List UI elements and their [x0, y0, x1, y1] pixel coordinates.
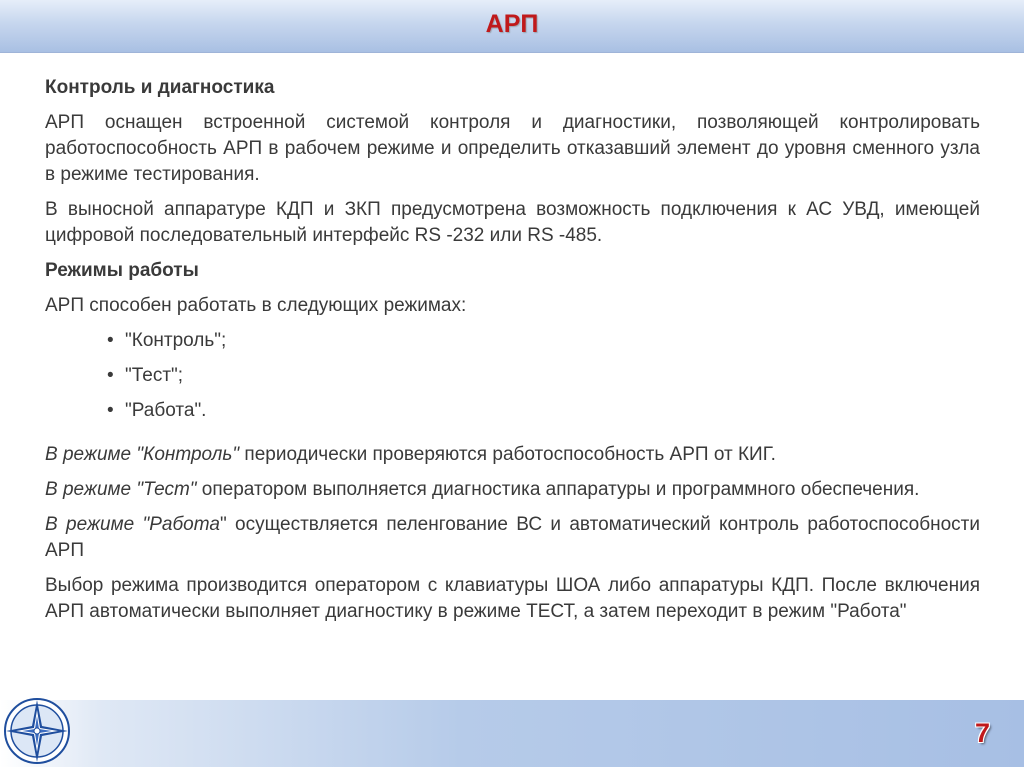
list-item-label: "Тест";	[125, 365, 184, 386]
paragraph-modes-intro: АРП способен работать в следующих режимах:	[45, 295, 467, 316]
paragraph-mode-selection: Выбор режима производится оператором с клавиатуры ШОА либо аппаратуры КДП. После включения АРП автоматически выполняет диагностику в режиме ТЕСТ, а затем переходит в режим "Работа"	[45, 575, 980, 622]
list-item	[45, 363, 980, 398]
page-number: 7	[974, 718, 990, 748]
mode-work-label: В режиме "Работа	[45, 514, 220, 535]
paragraph-mode-control	[45, 442, 980, 468]
section-heading-diagnostics: Контроль и диагностика	[45, 77, 275, 98]
section-heading-modes: Режимы работы	[45, 260, 199, 281]
bullet-icon: •	[107, 330, 114, 351]
mode-control-text: периодически проверяются работоспособность АРП от КИГ.	[239, 444, 776, 465]
compass-rose-icon	[2, 696, 72, 766]
mode-control-label: В режиме "Контроль"	[45, 444, 240, 465]
paragraph-interface: В выносной аппаратуре КДП и ЗКП предусмотрена возможность подключения к АС УВД, имеющей цифровой последовательный интерфейс RS -232 или RS -485.	[45, 199, 980, 246]
slide-content	[45, 75, 980, 634]
footer-band	[0, 700, 1024, 767]
header-band	[0, 0, 1024, 53]
modes-list	[45, 328, 980, 433]
list-item-label: "Работа".	[125, 400, 207, 421]
paragraph-diagnostics: АРП оснащен встроенной системой контроля и диагностики, позволяющей контролировать работоспособность АРП в рабочем режиме и определить отказавший элемент до уровня сменного узла в режиме тестирования.	[45, 112, 980, 185]
bullet-icon: •	[107, 365, 114, 386]
paragraph-mode-test	[45, 477, 980, 503]
list-item	[45, 328, 980, 363]
mode-work-text: " осуществляется пеленгование ВС и автоматический контроль работоспособности АРП	[45, 514, 980, 561]
mode-test-label: В режиме "Тест"	[45, 479, 197, 500]
paragraph-mode-work	[45, 512, 980, 564]
list-item-label: "Контроль";	[125, 330, 227, 351]
mode-test-text: оператором выполняется диагностика аппаратуры и программного обеспечения.	[196, 479, 920, 500]
slide-title: АРП	[485, 10, 539, 38]
list-item	[45, 398, 980, 433]
bullet-icon: •	[107, 400, 114, 421]
